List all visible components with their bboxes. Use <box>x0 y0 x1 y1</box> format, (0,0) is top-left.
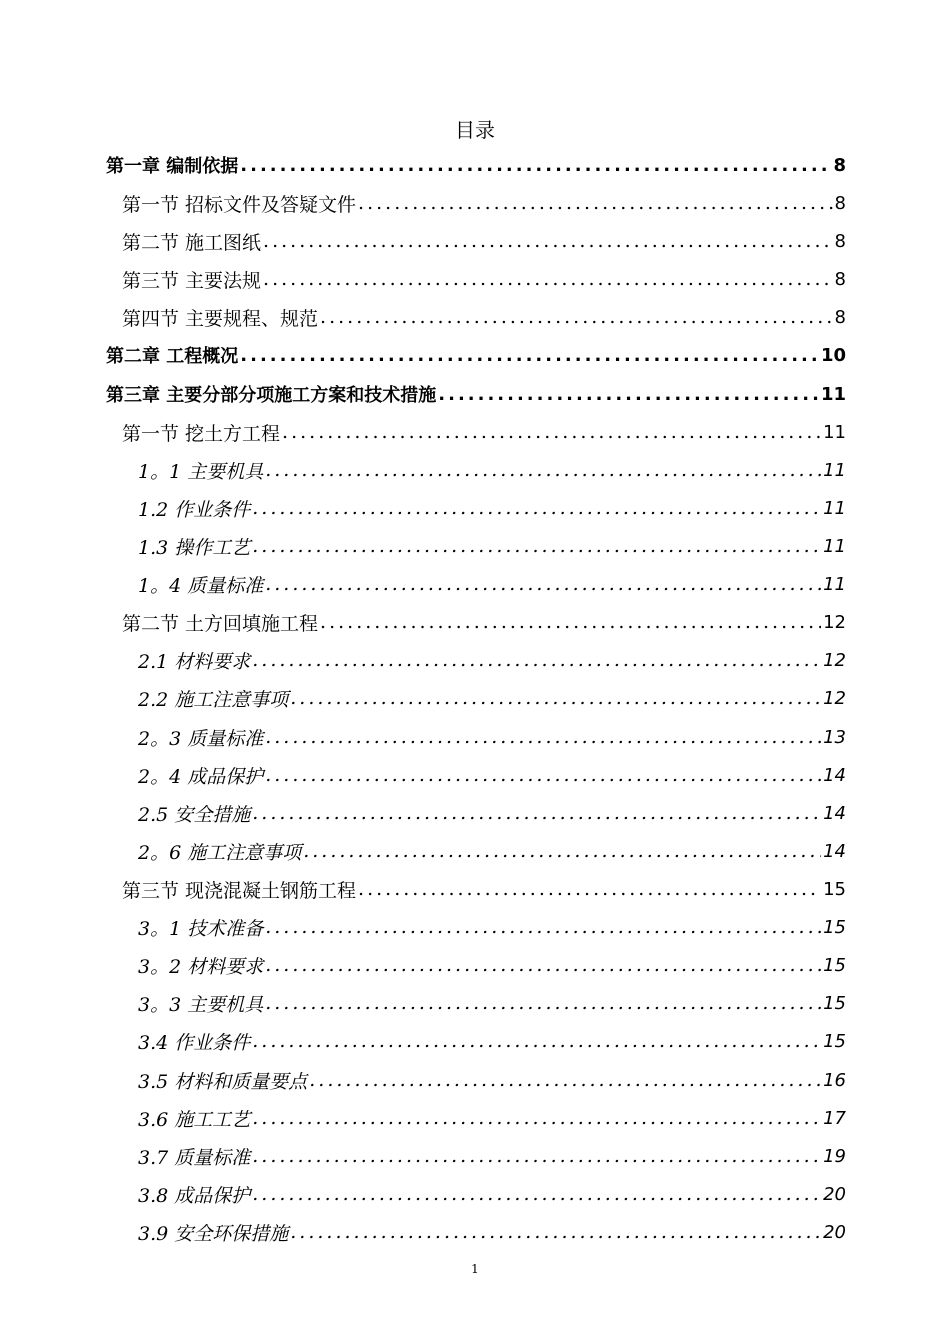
toc-entry-label: 2。4 成品保护 <box>138 765 264 788</box>
toc-entry-label: 1。1 主要机具 <box>138 460 264 483</box>
toc-entry-page: 19 <box>823 1145 846 1167</box>
toc-entry-page: 10 <box>820 344 846 366</box>
toc-entry-label: 第二章 工程概况 <box>106 346 239 367</box>
toc-leader-dots <box>263 230 833 252</box>
toc-leader-dots <box>290 687 821 709</box>
toc-entry-chapter[interactable] <box>106 336 846 374</box>
toc-entry-section[interactable] <box>122 184 846 222</box>
toc-leader-dots <box>252 802 821 824</box>
toc-entry-label: 第二节 施工图纸 <box>122 231 262 254</box>
toc-entry-subsection[interactable] <box>138 527 846 565</box>
toc-leader-dots <box>438 384 819 405</box>
toc-leader-dots <box>265 992 821 1014</box>
toc-entry-section[interactable] <box>122 222 846 260</box>
toc-entry-page: 11 <box>823 459 846 481</box>
toc-entry-subsection[interactable] <box>138 1137 846 1175</box>
toc-entry-label: 3。1 技术准备 <box>138 917 264 940</box>
toc-entry-page: 11 <box>823 535 846 557</box>
toc-entry-subsection[interactable] <box>138 908 846 946</box>
toc-entry-page: 13 <box>823 726 846 748</box>
toc-entry-label: 3。3 主要机具 <box>138 993 264 1016</box>
toc-entry-page: 17 <box>823 1107 846 1129</box>
toc-leader-dots <box>265 573 821 595</box>
toc-entry-chapter[interactable] <box>106 375 846 413</box>
toc-entry-subsection[interactable] <box>138 794 846 832</box>
toc-entry-section[interactable] <box>122 413 846 451</box>
toc-leader-dots <box>252 1107 821 1129</box>
toc-leader-dots <box>265 459 821 481</box>
toc-leader-dots <box>240 155 831 176</box>
toc-entry-page: 20 <box>823 1221 846 1243</box>
toc-entry-section[interactable] <box>122 870 846 908</box>
toc-leader-dots <box>252 1145 821 1167</box>
toc-entry-section[interactable] <box>122 603 846 641</box>
toc-entry-page: 8 <box>833 154 846 176</box>
toc-entry-label: 第一节 挖土方工程 <box>122 422 281 445</box>
toc-entry-page: 14 <box>823 764 846 786</box>
toc-entry-page: 8 <box>834 230 846 252</box>
toc-entry-subsection[interactable] <box>138 641 846 679</box>
toc-entry-subsection[interactable] <box>138 489 846 527</box>
toc-entry-page: 8 <box>834 306 846 328</box>
toc-entry-page: 20 <box>823 1183 846 1205</box>
toc-entry-page: 15 <box>823 954 846 976</box>
toc-entry-label: 2。6 施工注意事项 <box>138 841 302 864</box>
toc-entry-section[interactable] <box>122 298 846 336</box>
toc-entry-subsection[interactable] <box>138 565 846 603</box>
toc-entry-page: 11 <box>823 573 846 595</box>
toc-leader-dots <box>265 764 821 786</box>
toc-entry-label: 第一节 招标文件及答疑文件 <box>122 193 357 216</box>
toc-entry-label: 2.2 施工注意事项 <box>138 688 289 711</box>
toc-entry-page: 8 <box>834 192 846 214</box>
toc-entry-label: 第一章 编制依据 <box>106 156 239 177</box>
toc-entry-label: 1.3 操作工艺 <box>138 536 251 559</box>
toc-entry-label: 2。3 质量标准 <box>138 727 264 750</box>
toc-entry-subsection[interactable] <box>138 832 846 870</box>
toc-entry-label: 3.8 成品保护 <box>138 1184 251 1207</box>
toc-entry-label: 3.9 安全环保措施 <box>138 1222 289 1245</box>
toc-entry-chapter[interactable] <box>106 146 846 184</box>
toc-leader-dots <box>282 421 821 443</box>
toc-leader-dots <box>265 916 821 938</box>
toc-entry-label: 3.6 施工工艺 <box>138 1108 251 1131</box>
toc-leader-dots <box>358 878 821 900</box>
toc-leader-dots <box>252 497 821 519</box>
toc-leader-dots <box>252 649 821 671</box>
toc-entry-page: 16 <box>823 1069 846 1091</box>
toc-entry-label: 3.7 质量标准 <box>138 1146 251 1169</box>
toc-entry-label: 2.5 安全措施 <box>138 803 251 826</box>
toc-entry-subsection[interactable] <box>138 718 846 756</box>
toc-leader-dots <box>320 611 821 633</box>
toc-entry-subsection[interactable] <box>138 451 846 489</box>
toc-leader-dots <box>263 268 833 290</box>
toc-leader-dots <box>309 1069 821 1091</box>
toc-leader-dots <box>240 345 819 366</box>
toc-entry-subsection[interactable] <box>138 1175 846 1213</box>
toc-entry-page: 14 <box>823 840 846 862</box>
toc-entry-subsection[interactable] <box>138 756 846 794</box>
toc-entry-subsection[interactable] <box>138 1022 846 1060</box>
toc-entry-label: 2.1 材料要求 <box>138 650 251 673</box>
toc-entry-label: 第二节 土方回填施工程 <box>122 612 319 635</box>
toc-entry-page: 15 <box>823 916 846 938</box>
toc-entry-label: 第四节 主要规程、规范 <box>122 307 319 330</box>
toc-entry-subsection[interactable] <box>138 946 846 984</box>
toc-entry-page: 8 <box>834 268 846 290</box>
toc-leader-dots <box>265 726 821 748</box>
toc-entry-label: 第三章 主要分部分项施工方案和技术措施 <box>106 385 437 406</box>
toc-entry-page: 15 <box>823 878 846 900</box>
toc-leader-dots <box>252 1030 821 1052</box>
toc-entry-page: 12 <box>823 687 846 709</box>
toc-entry-page: 11 <box>823 497 846 519</box>
toc-entry-label: 1.2 作业条件 <box>138 498 251 521</box>
toc-entry-page: 12 <box>823 611 846 633</box>
toc-entry-subsection[interactable] <box>138 984 846 1022</box>
toc-entry-label: 第三节 主要法规 <box>122 269 262 292</box>
toc-leader-dots <box>252 1183 821 1205</box>
toc-entry-subsection[interactable] <box>138 1213 846 1251</box>
toc-entry-section[interactable] <box>122 260 846 298</box>
toc-leader-dots <box>303 840 821 862</box>
toc-entry-page: 15 <box>823 992 846 1014</box>
toc-entry-page: 11 <box>820 383 846 405</box>
toc-entry-label: 3.5 材料和质量要点 <box>138 1070 308 1093</box>
toc-title: 目录 <box>455 118 495 142</box>
toc-leader-dots <box>358 192 833 214</box>
toc-entry-page: 14 <box>823 802 846 824</box>
toc-entry-label: 第三节 现浇混凝土钢筋工程 <box>122 879 357 902</box>
toc-entry-subsection[interactable] <box>138 679 846 717</box>
toc-entry-subsection[interactable] <box>138 1099 846 1137</box>
toc-entry-page: 15 <box>823 1030 846 1052</box>
toc-entry-subsection[interactable] <box>138 1061 846 1099</box>
toc-leader-dots <box>320 306 833 328</box>
toc-entry-label: 3.4 作业条件 <box>138 1031 251 1054</box>
toc-entry-label: 3。2 材料要求 <box>138 955 264 978</box>
page-number: 1 <box>471 1262 479 1276</box>
toc-entry-page: 12 <box>823 649 846 671</box>
toc-entry-page: 11 <box>823 421 846 443</box>
toc-leader-dots <box>252 535 821 557</box>
toc-leader-dots <box>265 954 821 976</box>
toc-leader-dots <box>290 1221 821 1243</box>
toc-entry-label: 1。4 质量标准 <box>138 574 264 597</box>
